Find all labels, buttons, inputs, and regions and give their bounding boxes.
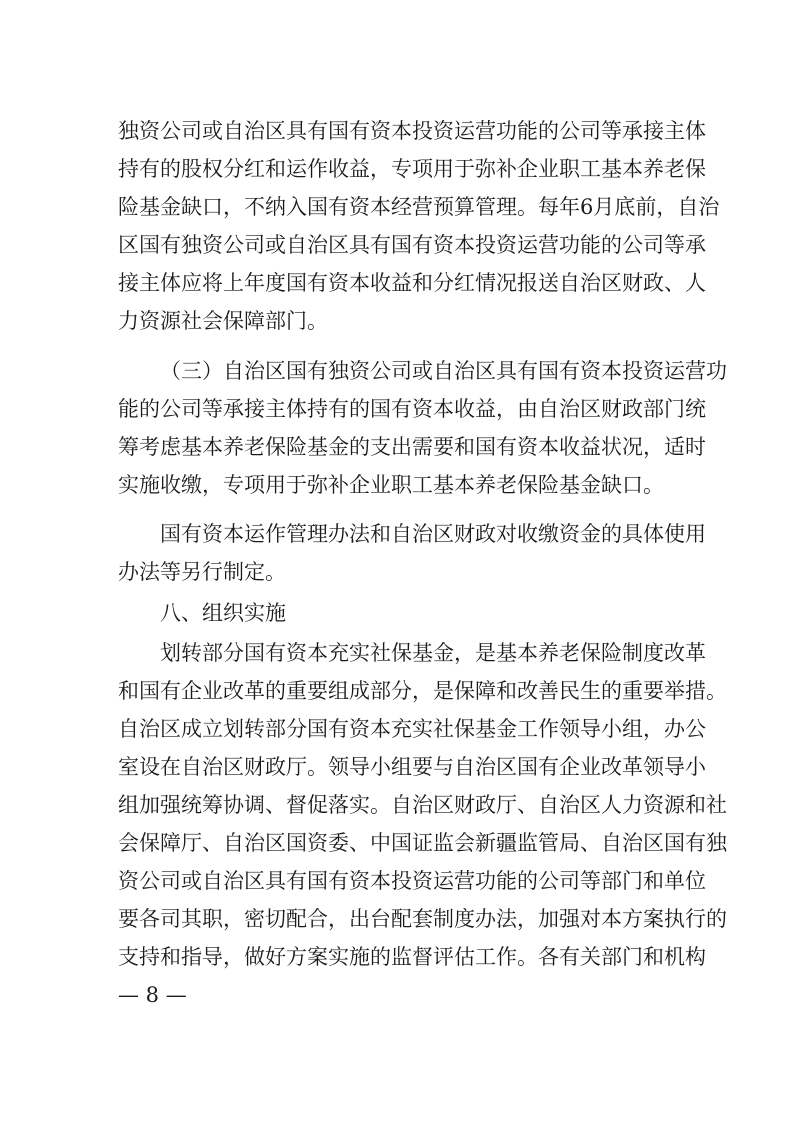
paragraph-line: 资公司或自治区具有国有资本投资运营功能的公司等部门和单位	[118, 869, 706, 893]
paragraph-line: 险基金缺口，不纳入国有资本经营预算管理。每年6月底前，自治	[118, 195, 720, 219]
page-number: — 8 —	[118, 983, 187, 1007]
paragraph-line: （三）自治区国有独资公司或自治区具有国有资本投资运营功	[160, 359, 727, 383]
paragraph-line: 持有的股权分红和运作收益，专项用于弥补企业职工基本养老保	[118, 157, 706, 181]
paragraph-line: 要各司其职，密切配合，出台配套制度办法，加强对本方案执行的	[118, 907, 727, 931]
paragraph-line: 筹考虑基本养老保险基金的支出需要和国有资本收益状况，适时	[118, 435, 706, 459]
paragraph-line: 独资公司或自治区具有国有资本投资运营功能的公司等承接主体	[118, 119, 706, 143]
paragraph-line: 划转部分国有资本充实社保基金，是基本养老保险制度改革	[160, 641, 706, 665]
paragraph-line: 实施收缴，专项用于弥补企业职工基本养老保险基金缺口。	[118, 473, 664, 497]
paragraph-line: 组加强统筹协调、督促落实。自治区财政厅、自治区人力资源和社	[118, 793, 727, 817]
paragraph-line: 力资源社会保障部门。	[118, 309, 328, 333]
paragraph-line: 接主体应将上年度国有资本收益和分红情况报送自治区财政、人	[118, 271, 706, 295]
paragraph-line: 自治区成立划转部分国有资本充实社保基金工作领导小组，办公	[118, 717, 706, 741]
paragraph-line: 办法等另行制定。	[118, 560, 286, 584]
paragraph-line: 室设在自治区财政厅。领导小组要与自治区国有企业改革领导小	[118, 755, 706, 779]
paragraph-line: 能的公司等承接主体持有的国有资本收益，由自治区财政部门统	[118, 397, 706, 421]
paragraph-line: 会保障厅、自治区国资委、中国证监会新疆监管局、自治区国有独	[118, 831, 727, 855]
paragraph-line: 区国有独资公司或自治区具有国有资本投资运营功能的公司等承	[118, 233, 706, 257]
paragraph-line: 国有资本运作管理办法和自治区财政对收缴资金的具体使用	[160, 522, 706, 546]
paragraph-line: 和国有企业改革的重要组成部分，是保障和改善民生的重要举措。	[118, 679, 727, 703]
section-heading: 八、组织实施	[160, 601, 286, 625]
paragraph-line: 支持和指导，做好方案实施的监督评估工作。各有关部门和机构	[118, 945, 706, 969]
